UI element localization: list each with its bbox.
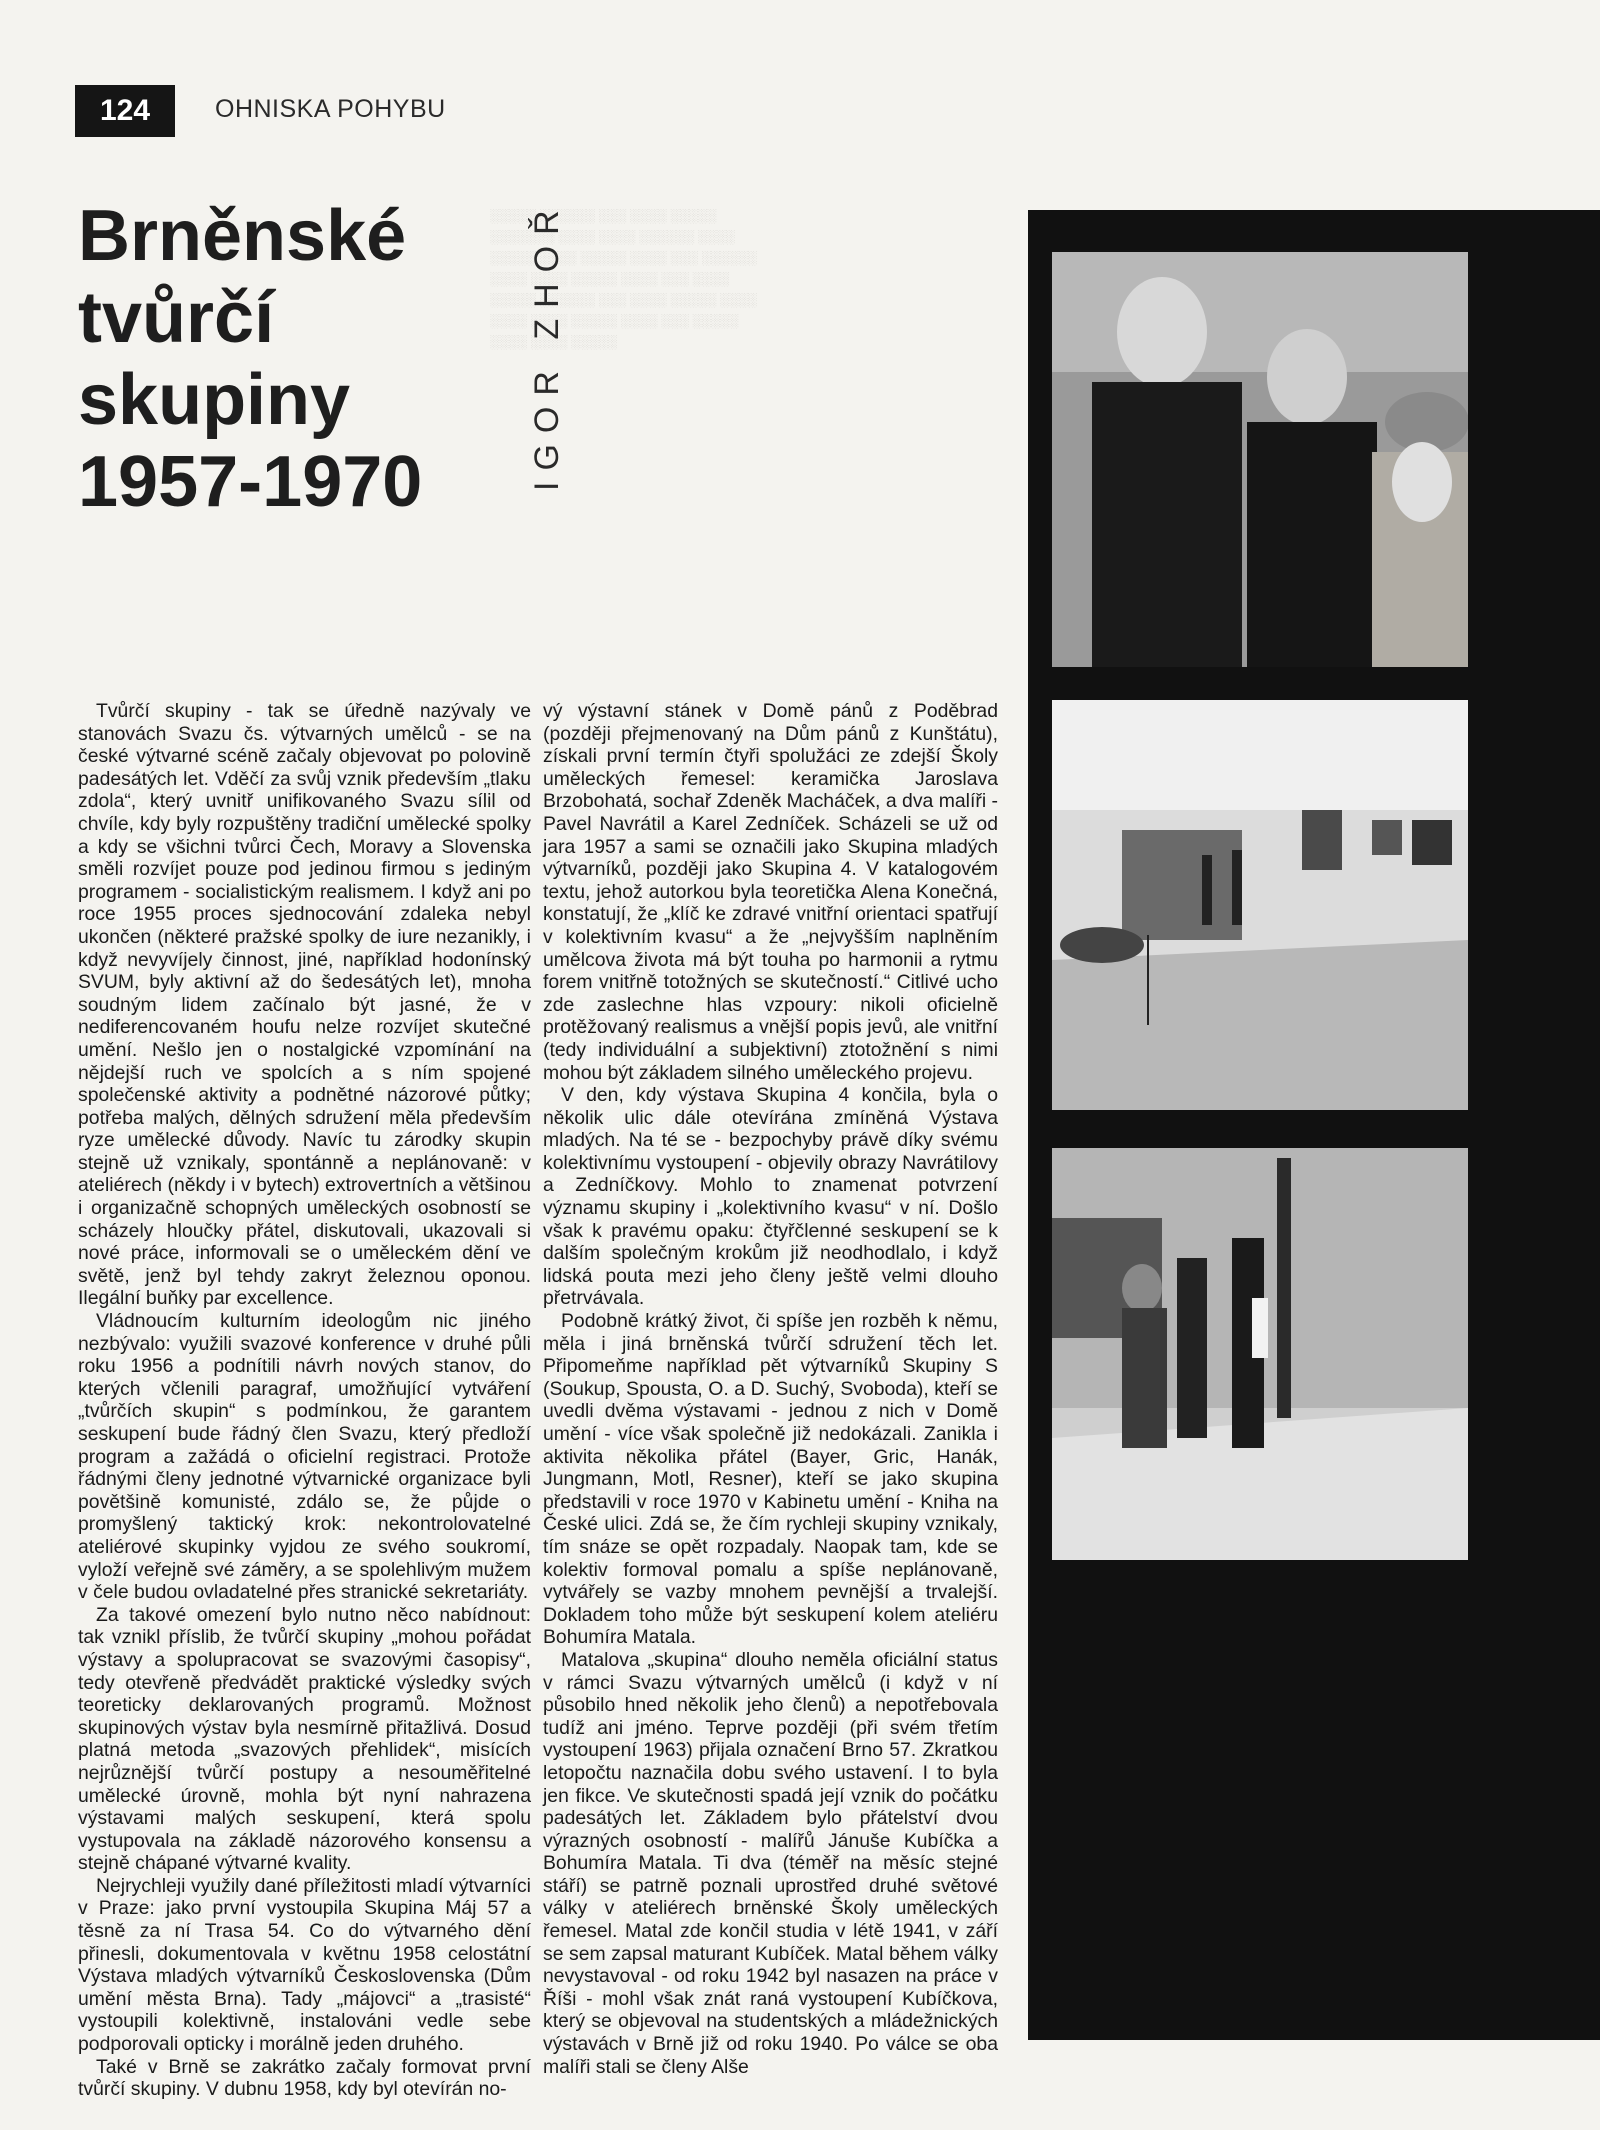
title-line: Brněnské (78, 196, 407, 276)
page-number: 124 (75, 85, 175, 137)
section-title: OHNISKA POHYBU (215, 95, 446, 123)
text-column-right (543, 700, 998, 2078)
title-line: tvůrčí (78, 278, 275, 358)
text-column-left (78, 700, 531, 2101)
title-line: skupiny (78, 360, 351, 440)
paragraph: Nejrychleji využily dané příležitosti mladí výtvarníci v Praze: jako první vystoupila Skupina Máj 57 a těsně za ní Trasa 54. Co do výtvarného dění přinesli, dokumentovala v květnu 1958 celostátní Výstava mladých výtvarníků Československa (Dům umění města Brna). Tady „májovci“ a „trasisté“ vystoupili kolektivně, instalováni vedle sebe podporovali opticky i morálně jeden druhého. (78, 1874, 531, 2056)
title-line: 1957-1970 (78, 442, 423, 522)
paragraph: Vládnoucím kulturním ideologům nic jiného nezbývalo: využili svazové konference v druhé půli roku 1956 a podnítili návrh nových stanov, do kterých včlenili paragraf, umožňující vytváření „tvůrčích skupin“ s podmínkou, že garantem seskupení bude řádný člen Svazu, který předloží program a zažádá o oficielní registraci. Protože řádnými členy jednotné výtvarnické organizace byli povětšině komunisté, zdálo se, že půjde o promyšlený taktický krok: nekontrolovatelné ateliérové skupinky vyjdou ze svého soukromí, vyloží veřejně své záměry, a se spolehlivým mužem v čele budou ovladatelné přes stranické sekretariáty. (78, 1310, 531, 1604)
photo-gallery-room (1052, 700, 1468, 1110)
paragraph: Tvůrčí skupiny - tak se úředně nazývaly ve stanovách Svazu čs. výtvarných umělců - se na české výtvarné scéně začaly objevovat po polovině padesátých let. Vděčí za svůj vznik především „tlaku zdola“, který uvnitř unifikovaného Svazu sílil od chvíle, kdy byly rozpuštěny tradiční umělecké spolky a kdy se všichni tvůrci Čech, Moravy a Slovenska směli rozvíjet pouze pod jedinou firmou s jediným programem - socialistickým realismem. I když ani po roce 1955 proces sjednocování zdaleka nebyl ukončen (některé pražské spolky de iure nezanikly, i když nevyvíjely činnost, jiné, například hodonínský SVUM, byly aktivní až do šedesátých let), mnoha soudným lidem začínalo být jasné, že v nediferencovaném houfu nelze rozvíjet skutečné umění. Nešlo jen o nostalgické vzpomínání na nějdejší ruch ve spolcích a s ním spojené společenské aktivity a podnětné názorové půtky; potřeba malých, dělných sdružení měla především ryze umělecké důvody. Navíc tu zárodky skupin stejně už vznikaly, spontánně a neplánovaně: v ateliérech (někdy i v bytech) extrovertních a většinou i organizačně schopných uměleckých osobností se scházely hloučky přátel, diskutovali, ukazovali si nové práce, informovali se o uměleckém dění ve světě, jenž byl tehdy zakryt železnou oponou. Ilegální buňky par excellence. (78, 700, 531, 1310)
paragraph: Také v Brně se zakrátko začaly formovat první tvůrčí skupiny. V dubnu 1958, kdy byl otevírán no- (78, 2055, 531, 2101)
paragraph: Za takové omezení bylo nutno něco nabídnout: tak vznikl příslib, že tvůrčí skupiny „mohou pořádat výstavy a spolupracovat se svazovými časopisy“, tedy otevřeně předvádět praktické výsledky svých teoreticky deklarovaných programů. Možnost skupinových výstav byla nesmírně přitažlivá. Dosud platná metoda „svazových přehlidek“, misících nejrůznější tvůrčí postupy a nesouměřitelné umělecké úrovně, mohla být nyní nahrazena výstavami malých seskupení, která spolu vystupovala na základě názorového konsensu a stejně chápané výtvarné kvality. (78, 1603, 531, 1875)
photo-portrait-men (1052, 252, 1468, 667)
paragraph: Podobně krátký život, či spíše jen rozběh k němu, měla i jiná brněnská tvůrčí sdružení těch let. Připomeňme například pět výtvarníků Skupiny S (Soukup, Spousta, O. a D. Suchý, Svoboda), kteří se uvedli dvěma výstavami - jednou z nich v Domě umění - více však společně již nedokázali. Zanikla i aktivita několika přátel (Bayer, Gric, Hanák, Jungmann, Motl, Resner), kteří se jako skupina představili v roce 1970 v Kabinetu umění - Kniha na České ulici. Zdá se, že čím rychleji skupiny vznikaly, tím snáze se opět rozpadaly. Naopak tam, kde se kolektiv formoval pomalu a spíše neplánovaně, vytvářely se vazby mnohem pevnější a trvalejší. Dokladem toho může být seskupení kolem ateliéru Bohumíra Matala. (543, 1310, 998, 1649)
paragraph: V den, kdy výstava Skupina 4 končila, byla o několik ulic dále otevírána zmíněná Výstava mladých. Na té se - bezpochyby právě díky svému kolektivnímu vystoupení - objevily obrazy Navrátilovy a Zedníčkovy. Mohlo to znamenat potvrzení významu skupiny i „kolektivního kvasu“ v ní. Došlo však k pravému opaku: čtyřčlenné seskupení se k dalším společným krokům již neodhodlalo, i když lidská pouta mezi jeho členy ještě velmi dlouho přetrvávala. (543, 1084, 998, 1310)
article-title (78, 195, 478, 523)
author-name: IGOR ZHOŘ (528, 199, 566, 491)
paragraph: vý výstavní stánek v Domě pánů z Poděbrad (později přejmenovaný na Dům pánů z Kunštátu), získali první termín čtyři spolužáci ze zdejší Školy uměleckých řemesel: keramička Jaroslava Brzobohatá, sochař Zdeněk Macháček, a dva malíři - Pavel Navrátil a Karel Zedníček. Scházeli se už od jara 1957 a sami se označili jako Skupina mladých výtvarníků, později jako Skupina 4. V katalogovém textu, jehož autorkou byla teoretička Alena Konečná, konstatují, že „klíč ke zdravé vnitřní orientaci spatřují v kolektivním kvasu“ a že „nejvyšším naplněním umělcova života má být touha po harmonii a rytmu forem vnitřně totožných se skutečností.“ Citlivé ucho zde zaslechne hlas vzpoury: nikoli oficielně protěžovaný realismus a vnější popis jevů, ale vnitřní (tedy individuální a subjektivní) ztotožnění s nimi mohou být základem silného uměleckého projevu. (543, 700, 998, 1084)
paragraph: Matalova „skupina“ dlouho neměla oficiální status v rámci Svazu výtvarných umělců (i když v ní působilo hned několik jeho členů) a nepotřebovala tudíž ani jméno. Teprve později (při svém třetím vystoupení 1963) přijala označení Brno 57. Zkratkou letopočtu naznačila dobu svého ustavení. I to byla jen fikce. Ve skutečnosti spadá její vznik do počátku padesátých let. Základem bylo přátelství dvou výrazných osobností - malířů Jánuše Kubíčka a Bohumíra Matala. Ti dva (téměř na měsíc stejné stáří) se patrně poznali uprostřed druhé světové války v ateliérech brněnské Školy uměleckých řemesel. Matal zde končil studia v létě 1941, v září se sem zapsal maturant Kubíček. Matal během války nevystavoval - od roku 1942 byl nasazen na práce v Říši - mohl však znát raná vystoupení Kubíčkova, který se objevoval na studentských a mládežnických výstavách v Brně již od roku 1940. Po válce se oba malíři stali se členy Alše (543, 1648, 998, 2078)
bleed-through-text: ░░░░░ ░░░░░░ ░░░ ░░░░ ░░░░░ ░░░░░░░ ░░░░ ░░░░ ░░░░░░ ░░░░ ░░░░░ ░░░░ ░░░░░ ░░░░ ░░░ ░░░░░░ ░░░░ ░░░░ ░░░░░ ░░░░ ░░░ ░░░░ ░░░░░ ░░░░░░ ░░░ ░░░░ ░░░░░ ░░░░ ░░░░ ░░░░ ░░░░░ ░░░░ ░░░ ░░░░░ ░░░░ ░░░░ ░░░░░ (490, 208, 757, 349)
photo-exhibition-sculptures (1052, 1148, 1468, 1560)
